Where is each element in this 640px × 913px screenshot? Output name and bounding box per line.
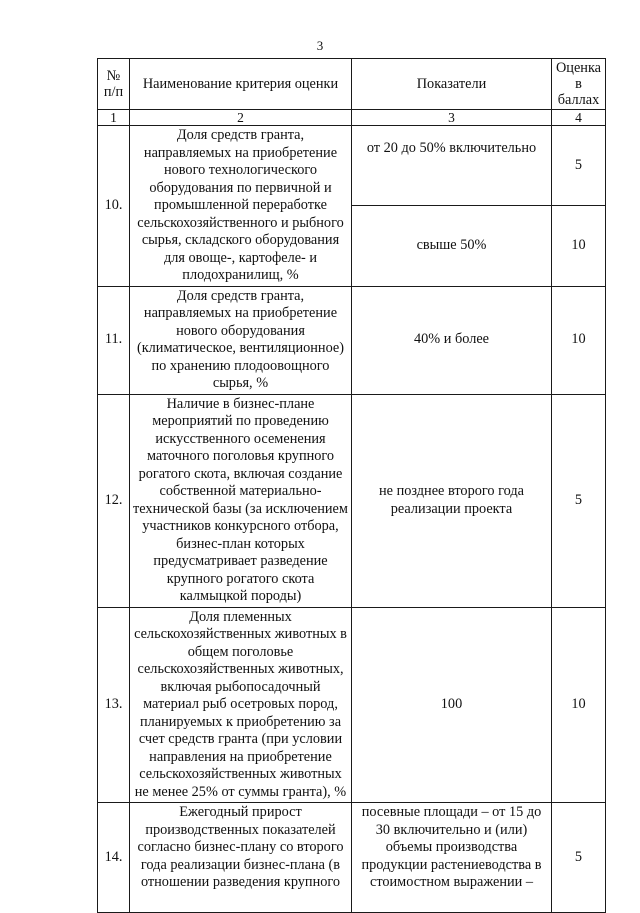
- table-row: [98, 803, 606, 913]
- column-number-row: [98, 110, 606, 126]
- table-row: [98, 126, 606, 206]
- header-indicators: Показатели: [352, 59, 552, 110]
- score-cell: 5: [552, 126, 606, 206]
- row-number: 12.: [98, 394, 130, 607]
- page-number: 3: [316, 38, 324, 53]
- column-number: 3: [352, 110, 552, 126]
- header-score: Оценка в баллах: [552, 59, 606, 110]
- column-number: 4: [552, 110, 606, 126]
- table-row: [98, 286, 606, 394]
- score-cell: 5: [552, 803, 606, 913]
- header-row: [98, 59, 606, 110]
- row-number: 14.: [98, 803, 130, 913]
- score-cell: 10: [552, 286, 606, 394]
- criterion-cell: Доля средств гранта, направляемых на приобретение нового оборудования (климатическое, вентиляционное) по хранению плодоовощного сырья, %: [130, 286, 352, 394]
- indicator-cell: 40% и более: [352, 286, 552, 394]
- indicator-cell: не позднее второго года реализации проекта: [352, 394, 552, 607]
- header-criterion: Наименование критерия оценки: [130, 59, 352, 110]
- header-number: № п/п: [98, 59, 130, 110]
- table-row: [98, 607, 606, 803]
- indicator-cell: от 20 до 50% включительно: [352, 126, 552, 206]
- criterion-cell: Наличие в бизнес-плане мероприятий по проведению искусственного осеменения маточного поголовья крупного рогатого скота, включая создание собственной материально-технической базы (за исключением участников конкурсного отбора, бизнес-план которых предусматривает разведение крупного рогатого скота калмыцкой породы): [130, 394, 352, 607]
- row-number: 13.: [98, 607, 130, 803]
- criterion-cell: Доля средств гранта, направляемых на приобретение нового технологического оборудования по первичной и промышленной переработке сельскохозяйственного и рыбного сырья, складского оборудования для овоще-, картофеле- и плодохранилищ, %: [130, 126, 352, 287]
- column-number: 2: [130, 110, 352, 126]
- indicator-cell: 100: [352, 607, 552, 803]
- score-cell: 5: [552, 394, 606, 607]
- score-cell: 10: [552, 206, 606, 286]
- criterion-cell: Ежегодный прирост производственных показателей согласно бизнес-плану со второго года реализации бизнес-плана (в отношении разведения крупного: [130, 803, 352, 913]
- indicator-cell: свыше 50%: [352, 206, 552, 286]
- row-number: 11.: [98, 286, 130, 394]
- criteria-table: [97, 58, 606, 913]
- indicator-cell: посевные площади – от 15 до 30 включительно и (или) объемы производства продукции растениеводства в стоимостном выражении –: [352, 803, 552, 913]
- column-number: 1: [98, 110, 130, 126]
- criterion-cell: Доля племенных сельскохозяйственных животных в общем поголовье сельскохозяйственных животных, включая рыбопосадочный материал рыб осетровых пород, планируемых к приобретению за счет средств гранта (при условии направления на приобретение сельскохозяйственных животных не менее 25% от суммы гранта), %: [130, 607, 352, 803]
- score-cell: 10: [552, 607, 606, 803]
- table-row: [98, 394, 606, 607]
- row-number: 10.: [98, 126, 130, 287]
